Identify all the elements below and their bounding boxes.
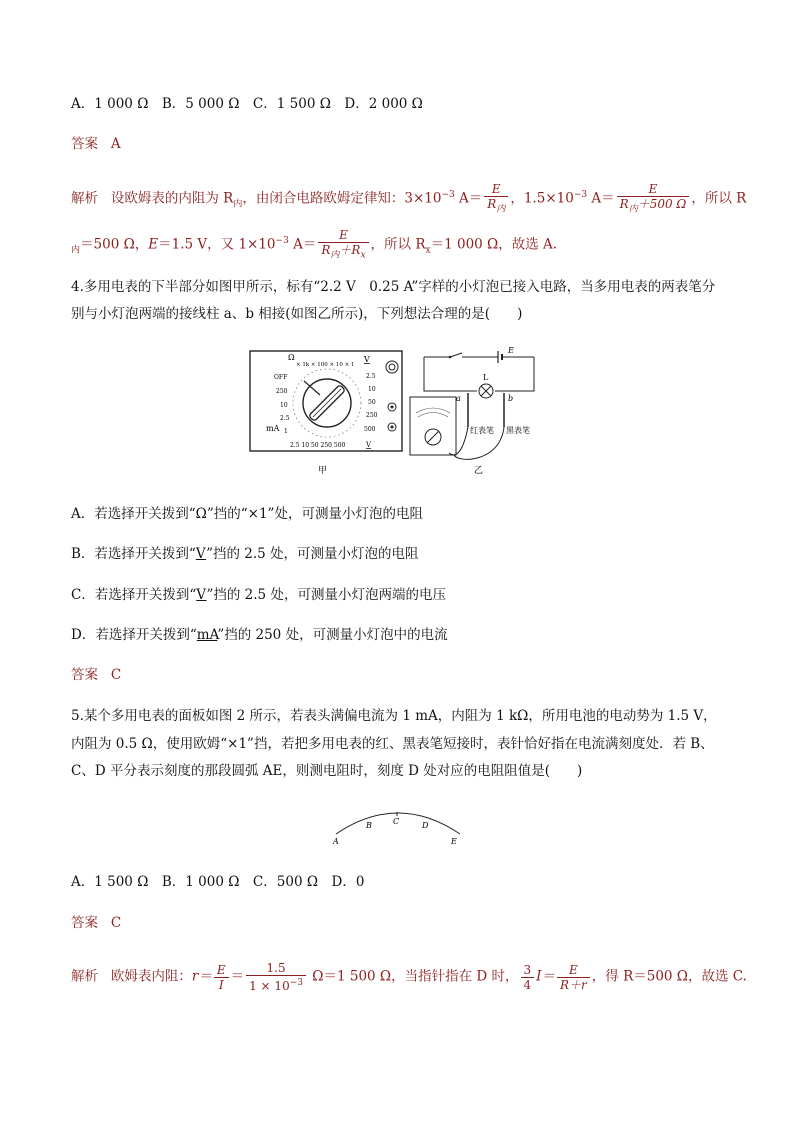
svg-text:2.5: 2.5 [366, 373, 376, 380]
svg-text:V: V [364, 355, 370, 364]
svg-text:50: 50 [368, 399, 376, 406]
fraction: $\frac{E}{R_内+R_x}$ [318, 228, 368, 262]
fraction: $\frac{1.5}{1 \times 10^{-3}}$ [246, 961, 306, 993]
q3-options: A．1 000 Ω B．5 000 Ω C．1 500 Ω D．2 000 Ω [71, 96, 423, 112]
label-jia: 甲 [318, 466, 328, 476]
q3-analysis-line2: $_内$＝500 Ω，E＝1.5 V，又 $1\times 10^{-3}$ A＝ $\frac{E}{R_内+R_x}$ ，所以 $R_x=1$ 000 Ω，故选 A. [71, 228, 558, 261]
svg-text:B: B [366, 821, 372, 830]
svg-text:C: C [393, 817, 400, 826]
q4-option-c: C．若选择开关拨到“V”挡的 2.5 处，可测量小灯泡两端的电压 [71, 587, 446, 603]
q5-options: A．1 500 Ω B．1 000 Ω C．500 Ω D．0 [71, 874, 365, 890]
q4-figure [244, 345, 564, 485]
svg-text:500: 500 [364, 426, 376, 433]
label-yi: 乙 [474, 466, 484, 476]
omega-label: Ω [288, 353, 295, 362]
svg-text:250: 250 [366, 412, 378, 419]
svg-text:10: 10 [368, 386, 376, 393]
fraction: $\frac{E}{I}$ [214, 963, 229, 992]
q4-option-d: D．若选择开关拨到“mA”挡的 250 处，可测量小灯泡中的电流 [71, 627, 448, 643]
q5-stem-line1: 5.某个多用电表的面板如图 2 所示，若表头满偏电流为 1 mA，内阻为 1 kΩ，所用电池的电动势为 1.5 V， [71, 708, 717, 724]
bottom-labels: 2.5 10 50 250 500 [290, 442, 346, 449]
svg-text:10: 10 [280, 402, 288, 409]
lamp-label: L [483, 373, 489, 382]
svg-text:250: 250 [276, 388, 288, 395]
svg-text:2.5: 2.5 [280, 415, 290, 422]
answer-label: 答案 [71, 136, 98, 152]
red-probe-label: 红表笔 [470, 426, 494, 435]
q4-answer: 答案 C [71, 667, 122, 683]
analysis-label: 解析 [71, 190, 98, 207]
svg-text:E: E [451, 837, 457, 846]
q4-stem-line1: 4.多用电表的下半部分如图甲所示，标有“2.2 V 0.25 A”字样的小灯泡已接入电路，当多用电表的两表笔分 [71, 279, 716, 295]
fraction: $\frac{E}{R_内+500 \Omega}$ [617, 182, 690, 216]
svg-text:b: b [508, 394, 514, 403]
svg-text:1: 1 [284, 428, 288, 435]
fraction: $\frac{E}{R_内}$ [484, 182, 508, 216]
q4-stem-line2: 别与小灯泡两端的接线柱 a、b 相接(如图乙所示)，下列想法合理的是( ) [71, 306, 523, 322]
range-top: × 1k × 100 × 10 × 1 [296, 362, 355, 368]
fraction: $\frac{E}{R+r}$ [557, 963, 590, 992]
q4-option-b: B．若选择开关拨到“V”挡的 2.5 处，可测量小灯泡的电阻 [71, 546, 419, 562]
q3-analysis-line1: 解析 设欧姆表的内阻为 $R_内$，由闭合电路欧姆定律知：$3\times 10^{-3}$ A＝ $\frac{E}{R_内}$ ，$1.5\times 10^{-3}$ A＝ $\frac{E}{R_内+500 \Omega}$ ，所以 R [71, 182, 747, 215]
q5-stem-line2: 内阻为 0.5 Ω，使用欧姆“×1”挡，若把多用电表的红、黑表笔短接时，表针恰好指在电流满刻度处．若 B、 [71, 736, 714, 752]
q4-option-a: A．若选择开关拨到“Ω”挡的“×1”处，可测量小灯泡的电阻 [71, 506, 423, 522]
fraction: $\frac{3}{4}$ [521, 963, 535, 992]
svg-text:A: A [333, 837, 339, 846]
svg-text:V: V [366, 441, 372, 449]
q3-answer [71, 134, 121, 154]
q5-stem-line3: C、D 平分表示刻度的那段圆弧 AE，则测电阻时，刻度 D 处对应的电阻阻值是( ) [71, 763, 583, 779]
off-label: OFF [274, 374, 288, 381]
q5-analysis: 解析 欧姆表内阻：r＝ $\frac{E}{I}$ ＝ $\frac{1.5}{1 \times 10^{-3}}$ Ω＝1 500 Ω，当指针指在 D 时， $\frac{3}{4}$ I＝ $\frac{E}{R+r}$ ，得 R＝500 Ω，故选 C. [71, 961, 747, 993]
answer-value: A [110, 136, 121, 152]
ma-label: mA [266, 424, 280, 433]
black-probe-label: 黑表笔 [506, 426, 530, 435]
q5-arc-figure [326, 800, 476, 850]
svg-text:D: D [422, 821, 429, 830]
svg-text:a: a [456, 394, 461, 403]
battery-label: E [508, 346, 514, 355]
q5-answer: 答案 C [71, 915, 122, 931]
